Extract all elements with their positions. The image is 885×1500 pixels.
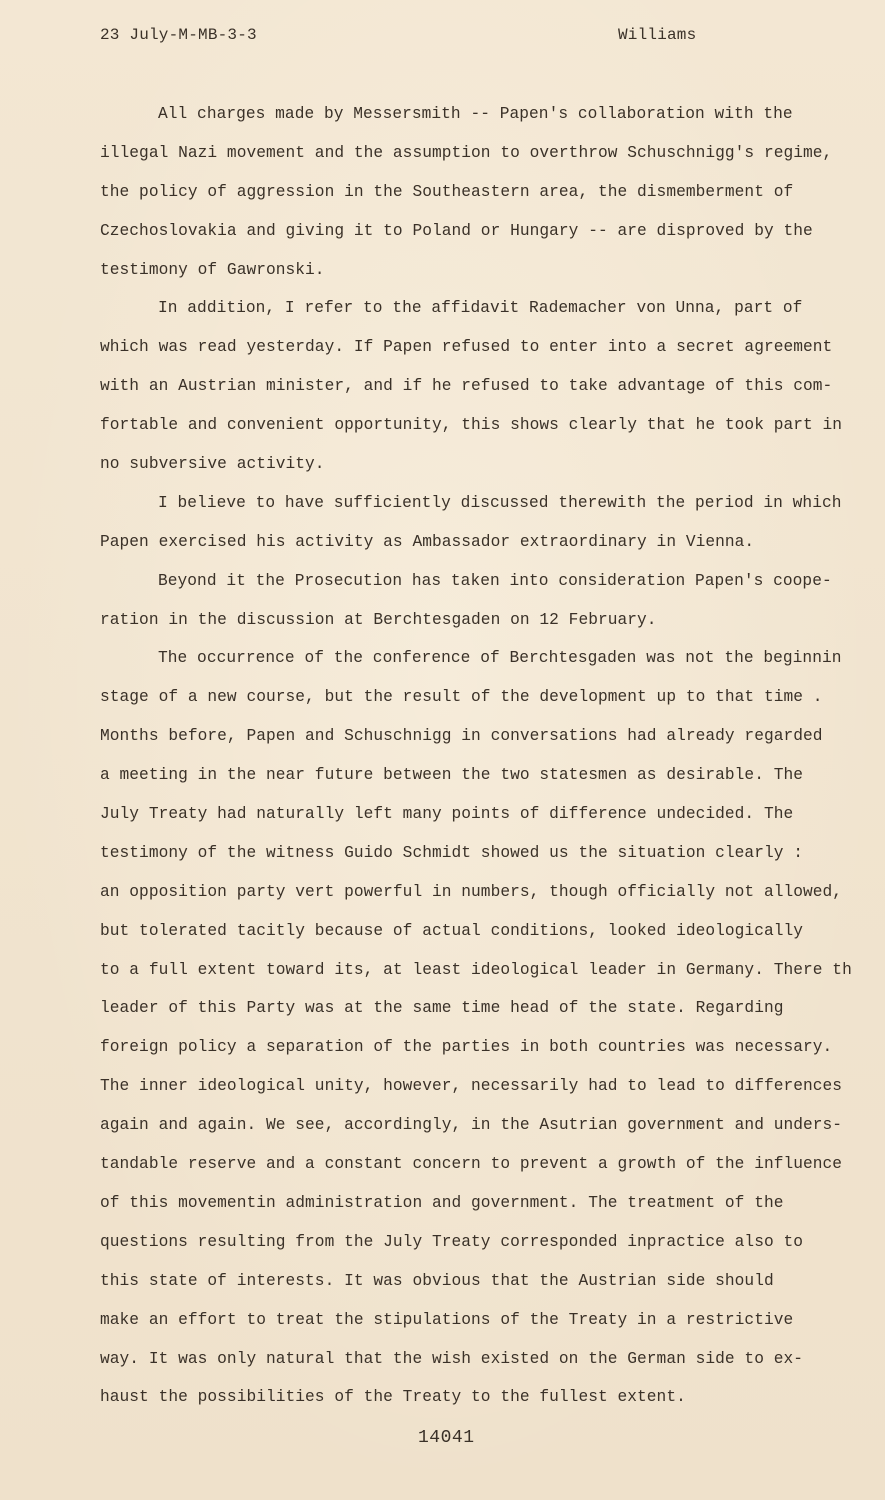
- document-id: 23 July-M-MB-3-3: [100, 26, 257, 44]
- text-line: testimony of Gawronski.: [100, 260, 325, 279]
- text-line: fortable and convenient opportunity, this shows clearly that he took part in: [100, 416, 843, 435]
- text-line: way. It was only natural that the wish existed on the German side to ex-: [100, 1349, 804, 1368]
- text-line: Months before, Papen and Schuschnigg in conversations had already regarded: [100, 727, 823, 746]
- text-line: an opposition party vert powerful in numbers, though officially not allowed,: [100, 882, 843, 901]
- text-line: but tolerated tacitly because of actual conditions, looked ideologically: [100, 921, 804, 940]
- text-line: this state of interests. It was obvious that the Austrian side should: [100, 1271, 774, 1290]
- text-line: leader of this Party was at the same time head of the state. Regarding: [100, 999, 784, 1018]
- text-line: Czechoslovakia and giving it to Poland or Hungary -- are disproved by the: [100, 221, 813, 240]
- text-line: illegal Nazi movement and the assumption to overthrow Schuschnigg's regime,: [100, 143, 833, 162]
- text-line: with an Austrian minister, and if he refused to take advantage of this com-: [100, 377, 833, 396]
- text-line: make an effort to treat the stipulations of the Treaty in a restrictive: [100, 1310, 794, 1329]
- text-line: In addition, I refer to the affidavit Rademacher von Unna, part of: [158, 299, 803, 318]
- text-line: I believe to have sufficiently discussed therewith the period in which: [158, 493, 842, 512]
- text-line: of this movementin administration and government. The treatment of the: [100, 1193, 784, 1212]
- text-line: questions resulting from the July Treaty corresponded inpractice also to: [100, 1232, 804, 1251]
- text-line: The inner ideological unity, however, necessarily had to lead to differences: [100, 1077, 843, 1096]
- text-line: haust the possibilities of the Treaty to the fullest extent.: [100, 1388, 686, 1407]
- text-line: a meeting in the near future between the two statesmen as desirable. The: [100, 766, 804, 785]
- text-line: July Treaty had naturally left many points of difference undecided. The: [100, 805, 794, 824]
- text-line: again and again. We see, accordingly, in the Asutrian government and unders-: [100, 1116, 843, 1135]
- text-line: The occurrence of the conference of Berchtesgaden was not the beginnin: [158, 649, 842, 668]
- text-line: tandable reserve and a constant concern to prevent a growth of the influence: [100, 1155, 843, 1174]
- text-line: testimony of the witness Guido Schmidt showed us the situation clearly :: [100, 843, 804, 862]
- text-line: foreign policy a separation of the parties in both countries was necessary.: [100, 1038, 833, 1057]
- text-line: which was read yesterday. If Papen refused to enter into a secret agreement: [100, 338, 833, 357]
- text-line: to a full extent toward its, at least ideological leader in Germany. There th: [100, 960, 852, 979]
- transcript-body: [100, 100, 852, 1422]
- text-line: stage of a new course, but the result of the development up to that time .: [100, 688, 823, 707]
- reporter-name: Williams: [618, 26, 697, 44]
- text-line: ration in the discussion at Berchtesgaden on 12 February.: [100, 610, 657, 629]
- text-line: Papen exercised his activity as Ambassador extraordinary in Vienna.: [100, 532, 755, 551]
- page-number: 14041: [418, 1428, 475, 1448]
- text-line: the policy of aggression in the Southeastern area, the dismemberment of: [100, 182, 794, 201]
- text-line: no subversive activity.: [100, 455, 325, 474]
- text-line: All charges made by Messersmith -- Papen's collaboration with the: [158, 105, 793, 123]
- text-line: Beyond it the Prosecution has taken into consideration Papen's coope-: [158, 571, 832, 590]
